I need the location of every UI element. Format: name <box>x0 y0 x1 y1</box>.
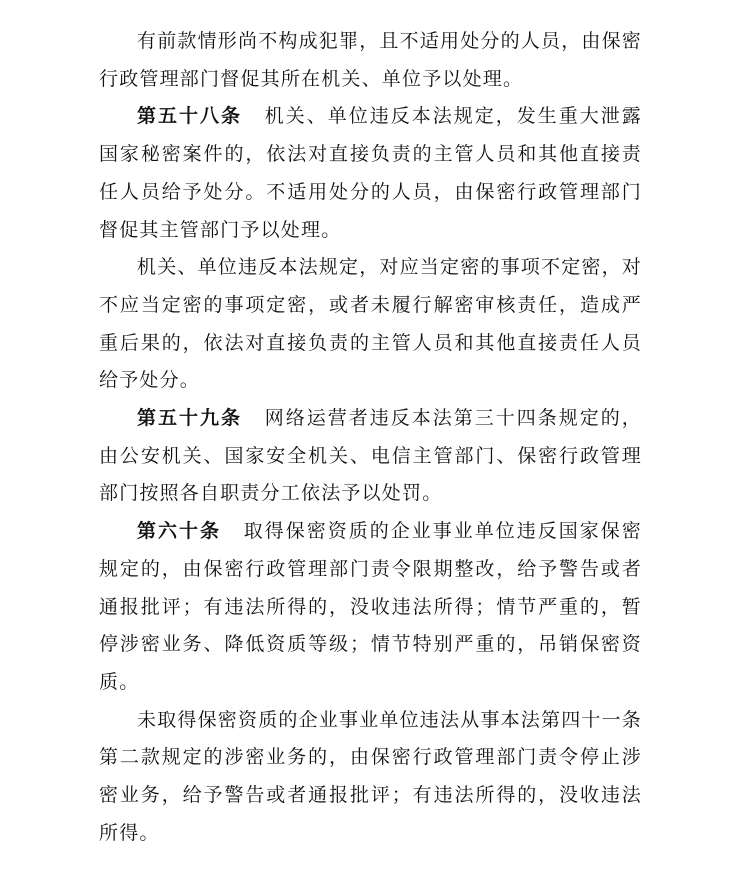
paragraph-text: 机关、单位违反本法规定，对应当定密的事项不定密，对不应当定密的事项定密，或者未履行解密审核责任，造成严重后果的，依法对直接负责的主管人员和其他直接责任人员给予处分。 <box>99 256 643 392</box>
article-number: 第五十九条 <box>137 407 242 430</box>
document-page <box>99 23 642 852</box>
article-58-paragraph <box>99 98 642 249</box>
paragraph-text: 未取得保密资质的企业事业单位违法从事本法第四十一条第二款规定的涉密业务的，由保密行政管理部门责令停止涉密业务，给予警告或者通报批评；有违法所得的，没收违法所得。 <box>99 708 643 844</box>
article-60-paragraph <box>99 513 642 702</box>
article-number: 第六十条 <box>137 520 221 543</box>
paragraph-3 <box>99 249 642 400</box>
article-59-paragraph <box>99 400 642 513</box>
paragraph-text: 有前款情形尚不构成犯罪，且不适用处分的人员，由保密行政管理部门督促其所在机关、单位予以处理。 <box>99 30 643 90</box>
paragraph-6 <box>99 702 642 853</box>
paragraph-text: 网络运营者违反本法第三十四条规定的，由公安机关、国家安全机关、电信主管部门、保密行政管理部门按照各自职责分工依法予以处罚。 <box>99 407 642 505</box>
article-number: 第五十八条 <box>137 105 242 128</box>
paragraph-text: 机关、单位违反本法规定，发生重大泄露国家秘密案件的，依法对直接负责的主管人员和其他直接责任人员给予处分。不适用处分的人员，由保密行政管理部门督促其主管部门予以处理。 <box>99 105 642 241</box>
paragraph-1 <box>99 23 642 98</box>
paragraph-text: 取得保密资质的企业事业单位违反国家保密规定的，由保密行政管理部门责令限期整改，给予警告或者通报批评；有违法所得的，没收违法所得；情节严重的，暂停涉密业务、降低资质等级；情节特别严重的，吊销保密资质。 <box>99 520 642 693</box>
